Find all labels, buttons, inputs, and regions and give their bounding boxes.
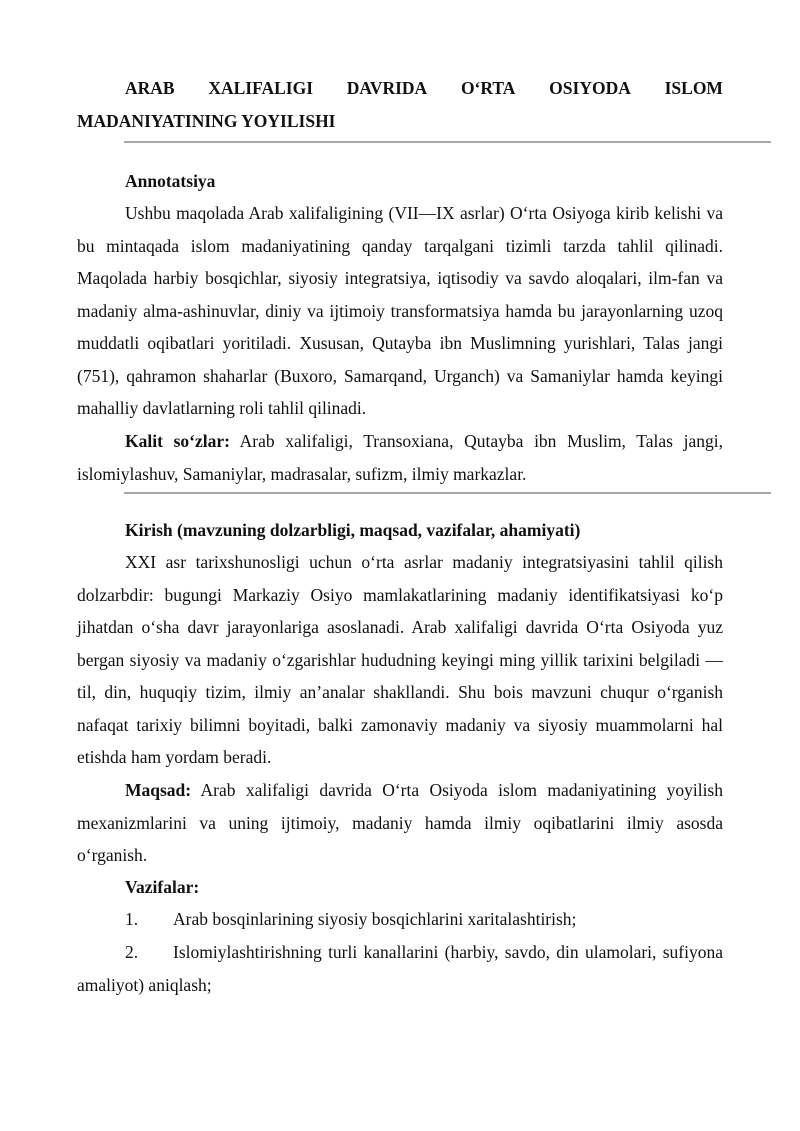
tasks-label: Vazifalar: (125, 877, 200, 897)
keywords-paragraph (77, 425, 723, 490)
title-word: XALIFALIGI (208, 78, 314, 98)
title-line-1 (77, 72, 723, 105)
goal-label: Maqsad: (125, 780, 192, 800)
title-word: O‘RTA (460, 78, 516, 98)
task-number: 1. (125, 909, 139, 929)
article-title (77, 72, 723, 138)
title-word: OSIYODA (549, 78, 631, 98)
goal-paragraph (77, 774, 723, 872)
keywords-label: Kalit so‘zlar: (125, 431, 230, 451)
task-item (77, 903, 723, 936)
title-word: ISLOM (664, 78, 723, 98)
annotation-heading: Annotatsiya (125, 171, 216, 191)
task-text: Arab bosqinlarining siyosiy bosqichlarini xaritalashtirish; (173, 909, 577, 929)
intro-body: XXI asr tarixshunosligi uchun o‘rta asrlar madaniy integratsiyasini tahlil qilish dolzarbdir: bugungi Markaziy Osiyo mamlakatlarining madaniy identifikatsiyasi ko‘p jihatdan o‘sha davr jarayonlariga asoslanadi. Arab xalifaligi davrida O‘rta Osiyoda yuz bergan siyosiy va madaniy o‘zgarishlar hududning keyingi ming yillik tarixini belgiladi — til, din, huquqiy tizim, ilmiy an’analar shakllandi. Shu bois mavzuni chuqur o‘rganish nafaqat tarixiy bilimni boyitadi, balki zamonaviy madaniy va siyosiy muammolarni hal etishda ham yordam beradi. (77, 552, 723, 767)
annotation-body: Ushbu maqolada Arab xalifaligining (VII—IX asrlar) O‘rta Osiyoga kirib kelishi va bu mintaqada islom madaniyatining qanday tarqalgani tizimli tarzda tahlil qilinadi. Maqolada harbiy bosqichlar, siyosiy integratsiya, iqtisodiy va savdo aloqalari, ilm-fan va madaniy alma-ashinuvlar, diniy va ijtimoiy transformatsiya hamda bu jarayonlarning uzoq muddatli oqibatlari yoritiladi. Xususan, Qutayba ibn Muslimning yurishlari, Talas jangi (751), qahramon shaharlar (Buxoro, Samarqand, Urganch) va Samaniylar hamda keyingi mahalliy davlatlarning roli tahlil qilinadi. (77, 203, 723, 418)
goal-text: Arab xalifaligi davrida O‘rta Osiyoda islom madaniyatining yoyilish mexanizmlarini va uning ijtimoiy, madaniy hamda ilmiy oqibatlarini ilmiy asosda o‘rganish. (77, 780, 723, 865)
divider (124, 141, 771, 143)
task-text: Islomiylashtirishning turli kanallarini (harbiy, savdo, din ulamolari, sufiyona amaliyot) aniqlash; (77, 942, 723, 995)
task-item (77, 936, 723, 1001)
title-word: DAVRIDA (346, 78, 428, 98)
keywords-text: Arab xalifaligi, Transoxiana, Qutayba ibn Muslim, Talas jangi, islomiylashuv, Samaniylar, madrasalar, sufizm, ilmiy markazlar. (77, 431, 723, 484)
title-line-2: MADANIYATINING YOYILISHI (77, 111, 336, 131)
intro-heading: Kirish (mavzuning dolzarbligi, maqsad, vazifalar, ahamiyati) (125, 520, 581, 540)
task-number: 2. (125, 942, 139, 962)
divider (124, 492, 771, 494)
title-word: ARAB (125, 78, 175, 98)
